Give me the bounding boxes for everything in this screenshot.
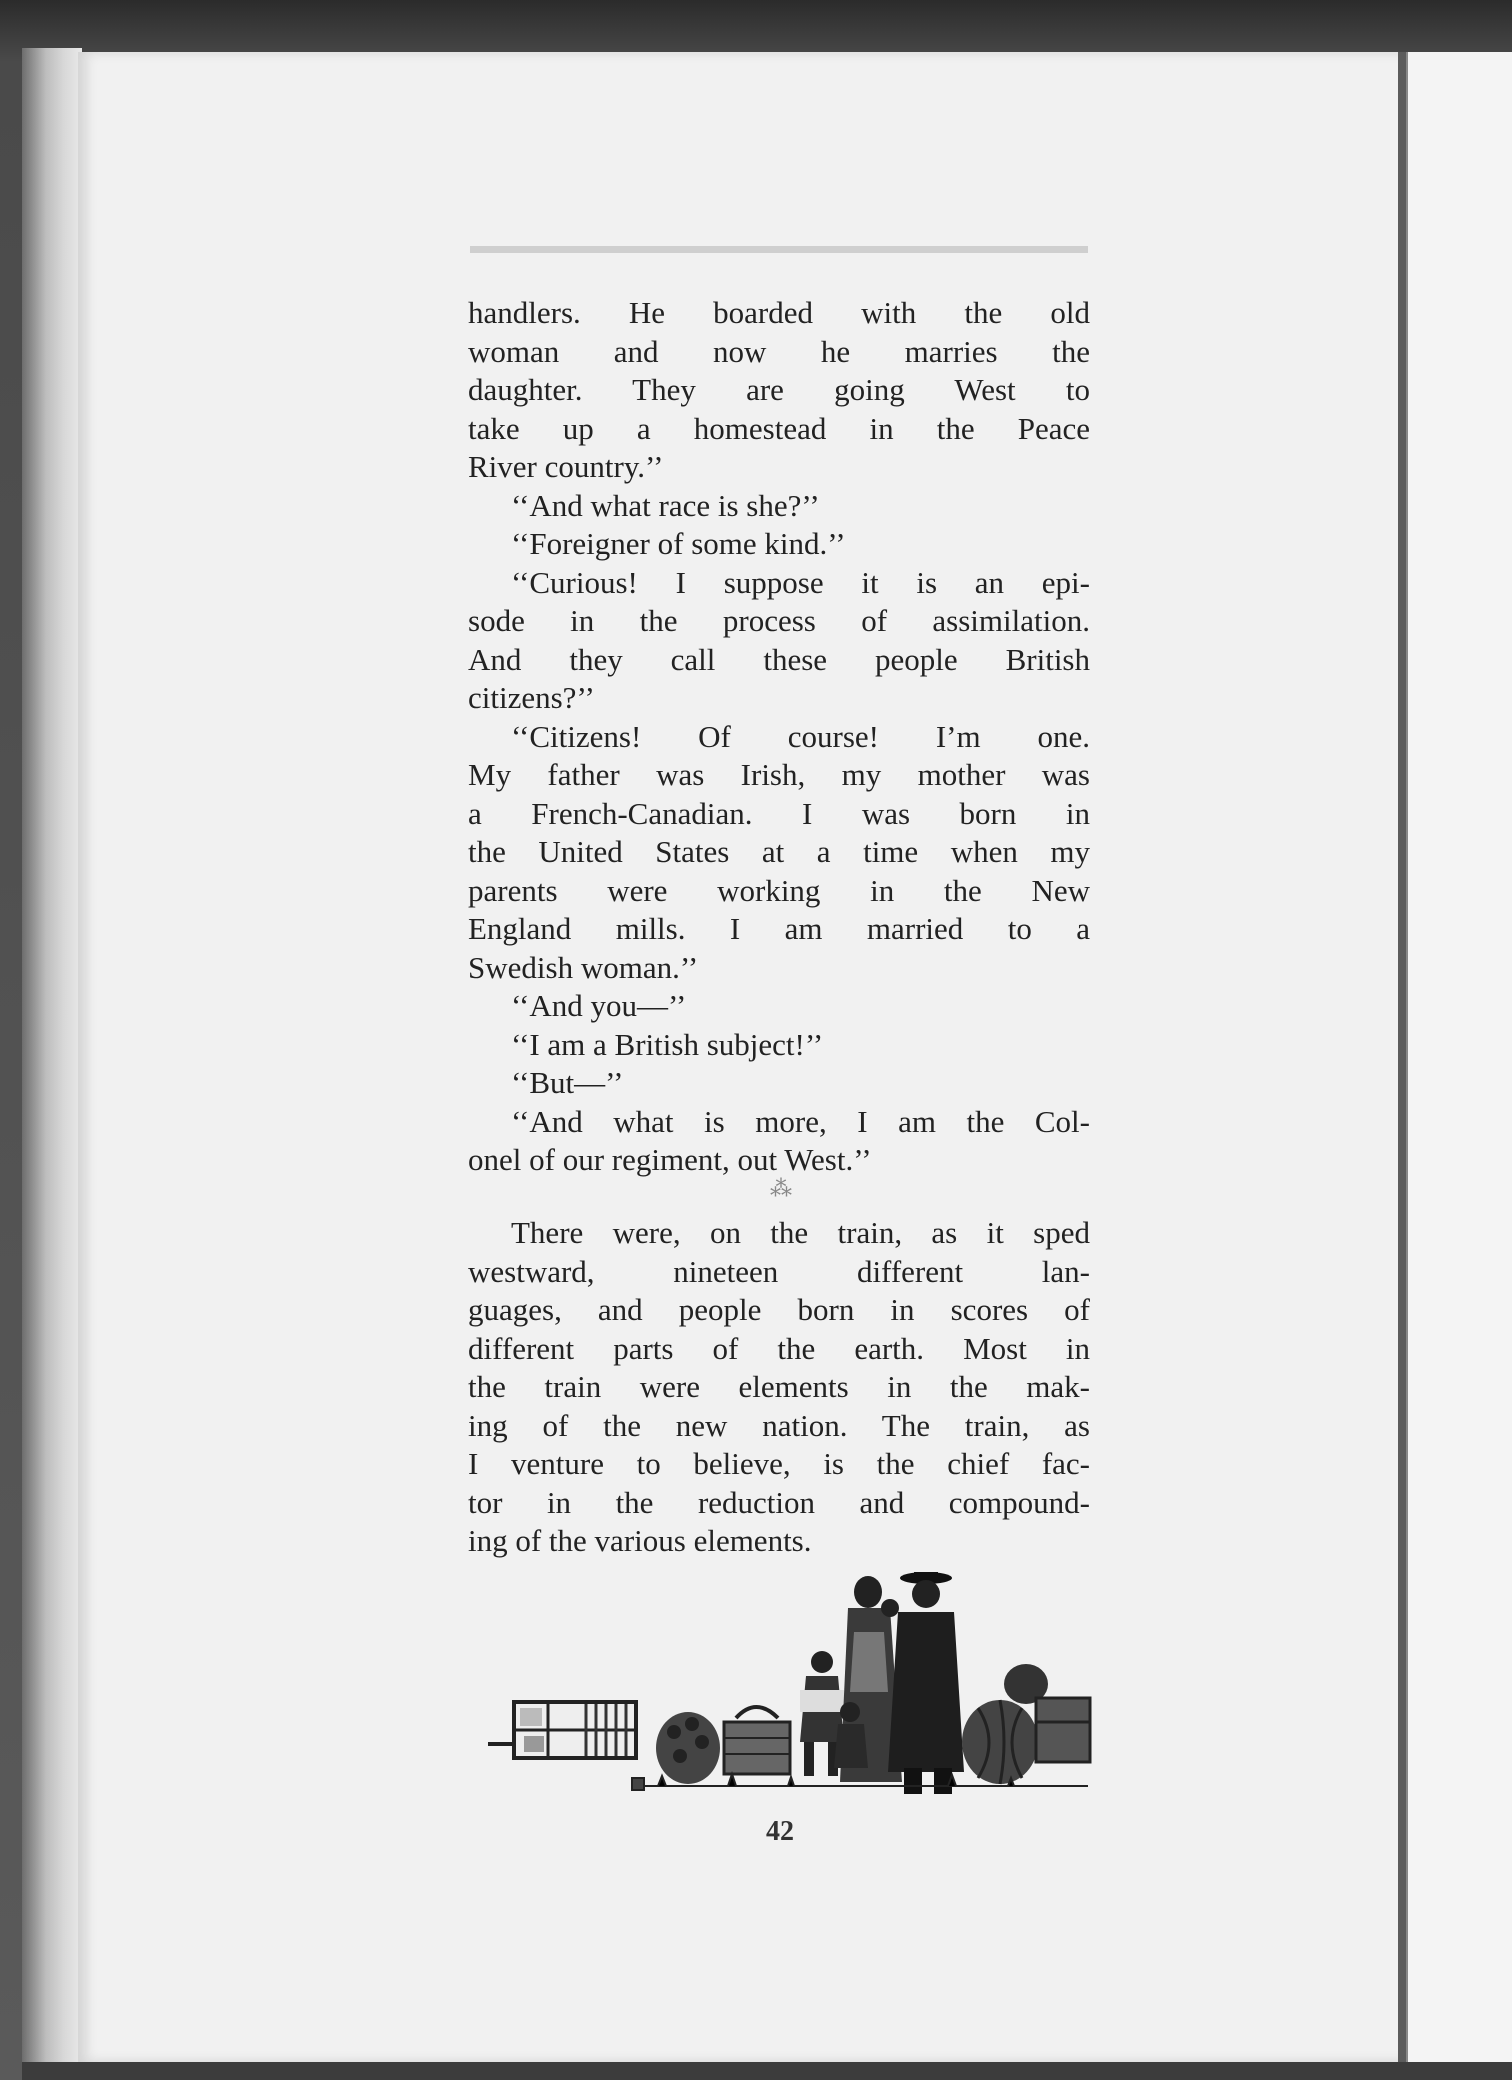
text-line: citizens?’’ (468, 680, 595, 715)
text-line: ‘‘And what is more, I am the Col- (511, 1103, 1090, 1139)
text-line: ‘‘And what race is she?’’ (511, 487, 820, 523)
text-line: ‘‘And you—’’ (511, 988, 687, 1023)
text-line: I venture to believe, is the chief fac- (468, 1446, 1090, 1481)
basket-icon (724, 1707, 790, 1774)
text-line: ‘‘I am a British subject!’’ (511, 1026, 824, 1062)
text-line: handlers. He boarded with the old (468, 295, 1090, 330)
text-line: parents were working in the New (468, 872, 1090, 908)
text-line: River country.’’ (468, 449, 664, 484)
text-line: westward, nineteen different lan- (468, 1253, 1090, 1289)
text-line: onel of our regiment, out West.’’ (468, 1142, 872, 1177)
text-line: And they call these people British (468, 641, 1090, 677)
text-line: sode in the process of assimilation. (468, 603, 1090, 638)
header-rule (470, 246, 1088, 253)
text-line: My father was Irish, my mother was (468, 757, 1090, 792)
page-number: 42 (766, 1816, 794, 1847)
bundle-icon (656, 1712, 720, 1784)
text-line: ‘‘But—’’ (511, 1065, 624, 1100)
text-line: a French-Canadian. I was born in (468, 795, 1090, 831)
text-line: ing of the various elements. (468, 1523, 812, 1558)
text-line: different parts of the earth. Most in (468, 1330, 1090, 1366)
text-line: ing of the new nation. The train, as (468, 1407, 1090, 1443)
sack-icon (962, 1664, 1090, 1784)
text-line: ‘‘Foreigner of some kind.’’ (511, 526, 846, 561)
section-ornament: ⁂ (770, 1176, 792, 1201)
immigrant-family-illustration (488, 1572, 1092, 1802)
text-line: ‘‘Curious! I suppose it is an epi- (511, 564, 1090, 600)
scan-bottom-edge (22, 2062, 1512, 2080)
book-spine-edge (22, 48, 82, 2063)
text-line: guages, and people born in scores of (468, 1292, 1090, 1327)
page-gutter (1398, 52, 1406, 2062)
text-line: daughter. They are going West to (468, 372, 1090, 407)
text-line: the train were elements in the mak- (468, 1369, 1090, 1404)
crate-icon (488, 1702, 636, 1758)
text-line: take up a homestead in the Peace (468, 410, 1090, 446)
narrative-paragraph (468, 1214, 1090, 1561)
text-line: the United States at a time when my (468, 834, 1090, 869)
text-line: tor in the reduction and compound- (468, 1484, 1090, 1520)
text-line: There were, on the train, as it sped (511, 1215, 1090, 1250)
facing-page-edge (1406, 52, 1512, 2062)
text-line: ‘‘Citizens! Of course! I’m one. (511, 718, 1090, 754)
text-line: Swedish woman.’’ (468, 949, 699, 985)
text-line: England mills. I am married to a (468, 911, 1090, 946)
dialogue-text (468, 294, 1090, 1180)
man-figure-icon (888, 1572, 964, 1794)
text-line: woman and now he marries the (468, 333, 1090, 369)
